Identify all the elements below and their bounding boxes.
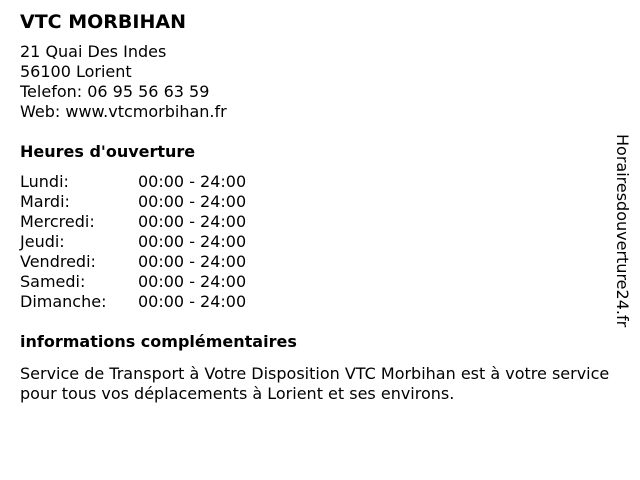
hours-row-monday (20, 172, 620, 192)
phone-number: Telefon: 06 95 56 63 59 (20, 82, 210, 101)
hours-row-thursday (20, 232, 620, 252)
business-name: VTC MORBIHAN (20, 11, 186, 33)
time-range: 00:00 - 24:00 (138, 272, 247, 291)
day-label: Dimanche: (20, 292, 107, 311)
website: Web: www.vtcmorbihan.fr (20, 102, 227, 121)
day-label: Jeudi: (20, 232, 65, 251)
address-block (20, 42, 620, 122)
hours-row-saturday (20, 272, 620, 292)
hours-row-wednesday (20, 212, 620, 232)
day-label: Mercredi: (20, 212, 95, 231)
day-label: Samedi: (20, 272, 86, 291)
additional-info-heading: informations complémentaires (20, 332, 297, 351)
opening-hours-table (20, 172, 620, 312)
hours-row-tuesday (20, 192, 620, 212)
day-label: Lundi: (20, 172, 69, 191)
time-range: 00:00 - 24:00 (138, 292, 247, 311)
watermark-text: Horairesdouverture24.fr (613, 134, 632, 328)
time-range: 00:00 - 24:00 (138, 192, 247, 211)
city-postal: 56100 Lorient (20, 62, 132, 81)
additional-info-text: Service de Transport à Votre Disposition VTC Morbihan est à votre service pour tous vos déplacements à Lorient et ses environs. (20, 364, 610, 403)
time-range: 00:00 - 24:00 (138, 172, 247, 191)
street-address: 21 Quai Des Indes (20, 42, 167, 61)
day-label: Vendredi: (20, 252, 96, 271)
day-label: Mardi: (20, 192, 70, 211)
hours-row-friday (20, 252, 620, 272)
time-range: 00:00 - 24:00 (138, 212, 247, 231)
business-card (20, 10, 620, 404)
site-watermark (612, 134, 632, 344)
time-range: 00:00 - 24:00 (138, 252, 247, 271)
opening-hours-heading: Heures d'ouverture (20, 142, 196, 161)
time-range: 00:00 - 24:00 (138, 232, 247, 251)
hours-row-sunday (20, 292, 620, 312)
